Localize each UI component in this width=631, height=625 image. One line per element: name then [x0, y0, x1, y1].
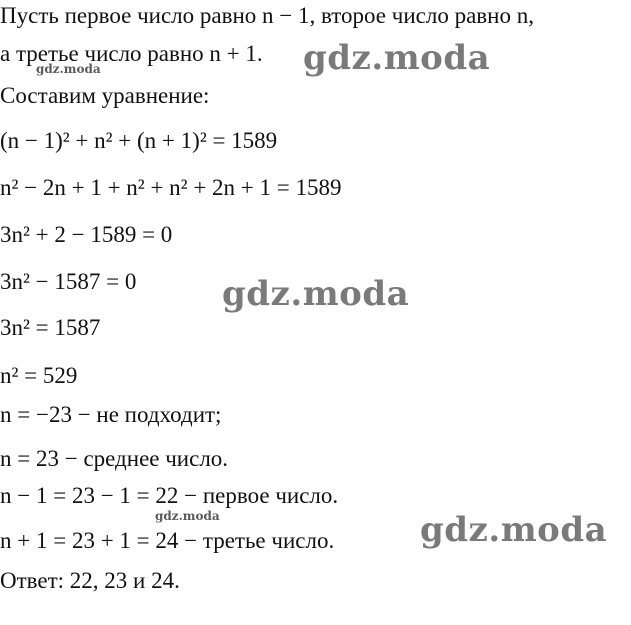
equation-3: 3n² + 2 − 1589 = 0 [0, 222, 173, 247]
root-positive: n = 23 − среднее число. [0, 446, 229, 471]
equation-2: n² − 2n + 1 + n² + n² + 2n + 1 = 1589 [0, 175, 342, 200]
first-number: n − 1 = 23 − 1 = 22 − первое число. [0, 483, 339, 508]
watermark-small: gdz.moda [155, 509, 220, 523]
third-number: n + 1 = 23 + 1 = 24 − третье число. [0, 528, 335, 553]
watermark-logo: gdz.moda [420, 510, 608, 550]
equation-6: n² = 529 [0, 363, 78, 388]
watermark-small: gdz.moda [36, 62, 101, 76]
answer-line: Ответ: 22, 23 и 24. [0, 568, 180, 593]
root-negative: n = −23 − не подходит; [0, 402, 222, 427]
watermark-logo: gdz.moda [222, 274, 410, 314]
watermark-logo: gdz.moda [303, 38, 491, 78]
text-line-3: Составим уравнение: [0, 83, 210, 108]
equation-1: (n − 1)² + n² + (n + 1)² = 1589 [0, 128, 278, 153]
equation-4: 3n² − 1587 = 0 [0, 269, 137, 294]
text-line-2: а третье число равно n + 1. [0, 41, 263, 66]
equation-5: 3n² = 1587 [0, 315, 101, 340]
text-line-1: Пусть первое число равно n − 1, второе число равно n, [0, 3, 534, 28]
